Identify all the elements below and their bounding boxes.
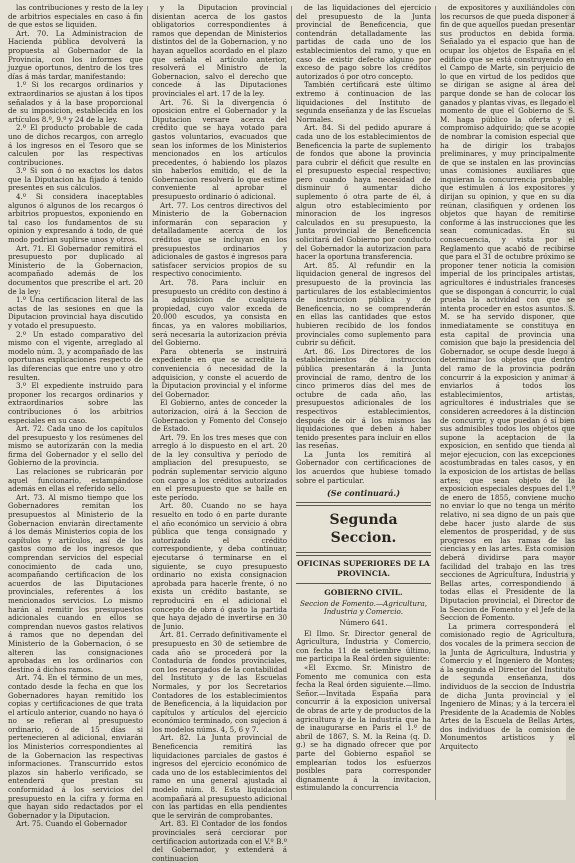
section-title: Segunda Seccion. <box>329 511 398 546</box>
paragraph: Art. 78. Para incluir en presupuesto un crédito con destino á la adquisicion de cualquiera propiedad, cuyo valor exceda de 20.000 escudos, ya consista en fincas, ya en valores mobiliarios, será necesaria la autorizacion prévia del Gobierno. <box>152 278 287 348</box>
paragraph: Art. 82. La Junta provincial de Beneficencia remitirá las liquidaciones parciales de gastos é ingresos del ejercicio económico de cada uno de los establecimientos del ramo en una general ajustada al modelo núm. 8. Esta liquidacion acompañará al presupuesto adicional con las partidas en ella pendientes que le servirán de comprobantes. <box>152 733 287 820</box>
paragraph: de las liquidaciones del ejercicio del presupuesto de la Junta provincial de Beneficencia, que contendrán detalladamente las partidas de cada uno de los establecimientos del ramo, y que en caso de existir defecto alguno por exceso de pago sobre los créditos autorizados ó por otro concepto. <box>296 3 431 81</box>
section-heading: OFICINAS SUPERIORES DE LA PROVINCIA. <box>297 558 430 578</box>
paragraph: El Gobierno, antes de conceder la autorizacion, oirá á la Seccion de Gobernacion y Fomento del Consejo de Estado. <box>152 398 287 434</box>
columns-container <box>8 3 575 863</box>
column-3-after-body <box>296 630 431 793</box>
paragraph: Art. 84. Si del pedido apurare á cada uno de los establecimientos de Beneficencia la parte de suplemento de fondos que abone la provincia para cubrir el déficit que resulte en el presupuesto especial respectivo; pero cuando haya necesidad de disminuir ó aumentar dicho suplemento ó otra parte de él, á algun otro establecimiento por minoracion de los ingresos calculados en su presupuesto, la Junta provincial de Beneficencia solicitará del Gobierno por conducto del Gobernador la autorizacion para hacer la oportuna transferencia. <box>296 123 431 262</box>
paragraph: Las relaciones se rubricarán por aquel funcionario, estampándose además en ellas el referido sello. <box>8 467 143 494</box>
office-heading: GOBIERNO CIVIL. <box>324 587 403 597</box>
subsection-heading: Seccion de Fomento.—Agricultura, Industria y Comercio. <box>299 598 428 617</box>
column-3 <box>296 4 431 800</box>
paragraph: Art. 79. En los tres meses que con arreglo á lo dispuesto en el art. 20 de la ley consultiva y período de ampliacion del presupuesto, se podrán suplementar servicio alguno con cargo a los créditos autorizados en el presupuesto que se halle en este período. <box>152 432 287 502</box>
paragraph: Art. 73. Al mismo tiempo que los Gobernadores remitan los presupuestos al Ministerio de la Gobernacion enviarán directamente á los demás Ministerios copia de los capítulos y artículos, así de los gastos como de los ingresos que comprendan servicios del especial conocimiento de cada uno, acompañando certificacion de los acuerdos de las Diputaciones provinciales, referentes á los mencionados servicios. Lo mismo harán al remitir los presupuestos adicionales cuando en ellos se comprendan nuevos gastos relativos á ramos que no dependan del Ministerio de la Gobernacion, ó se alteren las consignaciones aprobadas en los ordinarios con destino á dichos ramos. <box>8 492 143 674</box>
column-1 <box>8 3 143 829</box>
paragraph: de expositores y auxiliándoles con los recursos de que pueda disponer á fin de que aquellos puedan presentar sus productos en debida forma. Señalado ya el espacio que han de ocupar los objetos de España en el edificio que se está construyendo en el Campo de Marte, sin perjuicio de lo que en virtud de los pedidos que se dirigan se asigne al área del parque donde se han de colocar los ganados y plantas vivas, es llegado el momento de que el Gobierno de S. M. haga público la oferta y el compromiso adquirido; que se acopie de nombrar la comision especial que ha de dirigir los trabajos preliminares, y muy principalmente de que se instalen en las provincias unas comisiones auxiliares que inquieran la concurrencia probable; que estimulen á los expositores y dirijan su opinion, y que en su día reúnan, clasifiquen y ordenen los objetos que hayan de remitirse conforme á las instrucciones que les sean comunicadas. En su consecuencia, y vista por el Reglamento que acabó de recibirse que para el 31 de octubre próximo se proponer tener noticia la comision imperial de los principales artistas, agricultores é industriales franceses que se dispongan á concurrir, lo cual prueba la actividad con que se intenta proceder en estos asuntos. S. M. se ha servido disponer, que inmediatamente se constituya en esta capital de provincia una comision que bajo la presidencia del Gobernador, se ocupe desde luego á determinar los objetos que dentro del ramo de la provincia podrán concurrir á la exposicion y animar á enviarlos á todos los establecimientos, artistas, agricultores é industriales que se consideren acreedores á la distincion de concurrir, y que puedan ó sí bien sus admisibles todos los objetos que supone la aceptacion de la exposicion, en sentido que tienda al mejor ejecucion, con las excepciones acostumbradas en tales casos, y en la exposicion de los artistas de bellas artes; que sean objeto de la exposicion especiales despues del 1.º de enero de 1855, conviene mucho no enviar lo que no tenga un mérito relativo, ni sea digno de un país que debe hacer justo alarde de sus elementos de prosperidad, y de sus progresos en las ramas de las ciencias y en las artes. Esta comision deberá dividirse para mayor facilidad del trabajo en las tres secciones de Agricultura, Industria y Bellas artes, correspondiendo á todas ellas el Presidente de la Diputacion provincial, el Director de la Seccion de Fomento y el Jefe de la Seccion de Fomento. <box>440 3 575 623</box>
paragraph: Art. 71. El Gobernador remitirá el presupuesto por duplicado al Ministerio de la Gobernacion, acompañado además de los documentos que prescribe el art. 20 de la ley: <box>8 243 143 296</box>
paragraph: Art. 81. Cerrado definitivamente el presupuesto en 30 de setiembre de cada año se procederá por la Contaduría de fondos provinciales, con los recargados de la contabilidad del Instituto y de las Escuelas Normales, y por los Secretarios Contadores de los establecimientos de Beneficencia, á la liquidacion por capítulos y artículos del ejercicio económico terminado, con sujecion á los modelos núms. 4, 5, 6 y 7. <box>152 630 287 734</box>
paragraph: También certificará este último extremo á continuacion de las liquidaciones del Instituto de segunda enseñanza y de las Escuelas Normales. <box>296 80 431 124</box>
paragraph: «El Excmo. Sr. Ministro de Fomento me comunica con esta fecha la Real órden siguiente.—Ilmo. Señor.—Invitada España para concurrir á la exposicion universal de obras de arte y de productos de la agricultura y de la industria que ha de inaugurarse en Paris el 1.º de abril de 1867, S. M. la Reina (q. D. g.) se ha dignado ofrecer que por parte del Gobierno español se emplearían todos los esfuerzos posibles para corresponder dignamente á la invitacion, estimulando la concurrencia <box>296 663 431 793</box>
paragraph: Art. 74. En el término de un mes, contado desde la fecha en que los Gobernadores hayan remitido los copias y certificaciones de que trata el artículo anterior, cuando no haya ó no se refieran al presupuesto ordinario, ó de 15 días si pertenecieren al adicional, enviarán los Ministerios correspondientes al de la Gobernacion las respectivas informaciones. Transcurrido estos plazos sin haberlo verificado, se entenderá que prestan su conformidad á los servicios del presupuesto en la cifra y forma en que hayan sido redactados por el Gobernador y la Diputacion. <box>8 673 143 820</box>
section-rule-bottom <box>296 552 431 556</box>
section-rule-top <box>296 502 431 506</box>
document-number: Número 641. <box>339 618 388 628</box>
paragraph: Art. 77. Los centros directivos del Ministerio de la Gobernacion informarán con separacion y detalladamente acerca de los créditos que se incluyan en los presupuestos ordinarios y adicionales de gastos é ingresos para satisfacer servicios propios de su respectivo conocimiento. <box>152 200 287 279</box>
column-divider <box>435 6 436 800</box>
paragraph: La Junta los remitirá al Gobernador con certificaciones de los acuerdos que hubiese tomado sobre el particular. <box>296 449 431 485</box>
paragraph: Art. 70. La Administracion de Hacienda pública devolverá la propuesta al Gobernador de la Provincia, con los informes que juzgue oportunos, dentro de los tres días á más tardar, manifestando: <box>8 28 143 81</box>
paragraph: 1.º Una certificacion literal de las actas de las sesiones en que la Diputacion provincial haya discutido y votado el presupuesto. <box>8 295 143 330</box>
paragraph: 1.º Si los recargos ordinarios y extraordinarios se ajustan á los tipos señalados y á la base proporcional de su imposicion, establecida en los artículos 8.º, 9.º y 24 de la ley. <box>8 80 143 124</box>
column-1-body <box>8 4 143 829</box>
column-divider <box>147 6 148 800</box>
paragraph: Art. 85. Al refundir en la liquidacion general de ingresos del presupuesto de la provincia las particulares de los establecimientos de instruccion pública y de Beneficencia, no se comprenderán en ellas las cantidades que estos hubieren recibido de los fondos provinciales como suplemento para cubrir su déficit. <box>296 260 431 348</box>
paragraph: 4.º Si considera inaceptables algunos ó algunos de los recargos ó arbitrios propuestos, exponiendo en tal caso los fundamentos de su opinion y expresando á todo, de qué modo podrian suplirse unos y otros. <box>8 192 143 245</box>
paragraph: 2.º Un estado comparativo del mismo con el vigente, arreglado al modelo núm. 3, y acompañado de las oportunas explicaciones respecto de las diferencias que entre uno y otro resulten. <box>8 329 143 382</box>
paragraph: 2.º El producto probable de cada uno de dichos recargos, con arreglo á los ingresos en el Tesoro que se calculen por las respectivas contribuciones. <box>8 123 143 167</box>
paragraph: Para obtenerla se instruirá expediente en que se acredite la conveniencia ó necesidad de la adquisicion, y conste el acuerdo de la Diputacion provincial y el informe del Gobernador. <box>152 346 287 399</box>
column-2-body <box>152 4 287 863</box>
paragraph: las contribuciones y resto de la ley de arbitrios especiales en caso á fin de que estos se liquiden. <box>8 3 143 30</box>
column-4-body <box>440 4 575 752</box>
paragraph: 3.º El expediente instruido para proponer los recargos ordinarios y extraordinarios sobre las contribuciones ó los arbitrios especiales en su caso. <box>8 381 143 425</box>
paragraph: La primera corresponderá el comisionado regio de Agricultura, dos vocales de la primera seccion de la Junta de Agricultura, Industria y Comercio y el Ingeniero de Montes; á la segunda el Director del Instituto de segunda enseñanza, dos individuos de la seccion de Industria de dicha Junta provincial y el Ingeniero de Minas; y á la tercera el Presidente de la Academia de Nobles Artes de la Escuela de Bellas Artes, dos individuos de la comision de Monumentos artísticos y el Arquitecto <box>440 621 575 752</box>
paragraph: y la Diputacion provincial disientan acerca de los gastos obligatorios correspondientes á ramos que dependan de Ministerios distintos del de la Gobernacion, y no hayan aquellos acordado en el plazo que señala el artículo anterior, resolverá el Ministro de la Gobernacion, salvo el derecho que concede á las Diputaciones provinciales el art. 17 de la ley. <box>152 3 287 98</box>
column-2 <box>152 3 287 863</box>
heading-rule <box>296 583 431 584</box>
paragraph: Art. 86. Los Directores de los establecimientos de instruccion pública presentarán á la Junta provincial de ramo, dentro de los cinco primeros días del mes de octubre de cada año, las presupuestos adicionales de los respectivos establecimientos, después de oir á los mismos las liquidaciones que deben á haber tenido presentes para incluir en ellos las reseñas. <box>296 346 431 451</box>
paragraph: El Ilmo. Sr. Director general de Agricultura, Industria y Comercio, con fecha 11 de setiembre último, me participa la Real órden siguiente: <box>296 628 431 664</box>
column-3-body <box>296 4 431 485</box>
paragraph: 3.º Si son ó no exactos los datos que la Diputacion ha fijado á tenido presentes en sus cálculos. <box>8 166 143 193</box>
paragraph: Art. 75. Cuando el Gobernador <box>16 819 128 829</box>
paragraph: Art. 76. Si la divergencia ó oposicion entre el Gobernador y la Diputacion versare acerca del crédito que se haya votado para gastos voluntarios, evacuados que sean los informes de los Ministerios mencionados en los artículos precedentes, ó habiendo los plazos sin haberlos emitido, el de la Gobernacion resolverá lo que estime conveniente al aprobar el presupuesto ordinario ó adicional. <box>152 97 287 202</box>
column-divider <box>291 6 292 800</box>
paragraph: Art. 72. Cada uno de los capítulos del presupuesto y los resúmenes del mismo se autorizarán con la media firma del Gobernador y el sello del Gobierno de la provincia. <box>8 424 143 468</box>
paragraph: Art. 80. Cuando no se haya resuelto en todo ó en parte durante el año económico un servicio á obra pública que tenga consignado y autorizado el crédito correspondiente, y deba continuar, ejecutarse ó terminarse en el siguiente, se cuyo presupuesto ordinario no exista consignacion aprobada para hacerle frente, ó no exista un crédito bastante, se reproducirá en el adicional el concepto de obra ó gasto la partida que haya dejado de invertirse en 30 de Junio. <box>152 501 287 631</box>
continued-note: (Se continuará.) <box>327 488 400 499</box>
paragraph: Art. 83. El Contador de los fondos provinciales será cerciorar por certificacion autorizada con el V.º B.º del Gobernador, y extenderá á continuacion <box>152 819 287 863</box>
column-4 <box>440 4 575 800</box>
